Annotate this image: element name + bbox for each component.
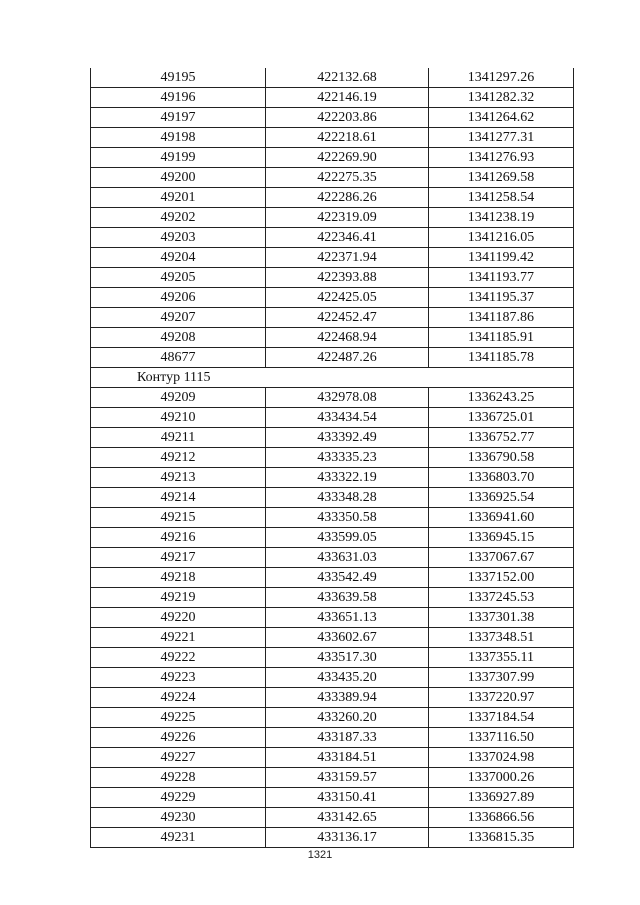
point-number-cell: 49207 bbox=[91, 308, 266, 328]
y-coordinate-cell: 1341282.32 bbox=[429, 88, 574, 108]
point-number-cell: 49200 bbox=[91, 168, 266, 188]
table-row bbox=[91, 728, 574, 748]
y-coordinate-cell: 1336945.15 bbox=[429, 528, 574, 548]
x-coordinate-cell: 433639.58 bbox=[266, 588, 429, 608]
x-coordinate-cell: 433136.17 bbox=[266, 828, 429, 848]
table-row bbox=[91, 588, 574, 608]
table-row bbox=[91, 568, 574, 588]
point-number-cell: 49219 bbox=[91, 588, 266, 608]
x-coordinate-cell: 422286.26 bbox=[266, 188, 429, 208]
table-row bbox=[91, 448, 574, 468]
x-coordinate-cell: 433631.03 bbox=[266, 548, 429, 568]
table-row bbox=[91, 68, 574, 88]
y-coordinate-cell: 1337152.00 bbox=[429, 568, 574, 588]
table-row bbox=[91, 408, 574, 428]
y-coordinate-cell: 1337220.97 bbox=[429, 688, 574, 708]
x-coordinate-cell: 433651.13 bbox=[266, 608, 429, 628]
table-row bbox=[91, 328, 574, 348]
point-number-cell: 49228 bbox=[91, 768, 266, 788]
point-number-cell: 49210 bbox=[91, 408, 266, 428]
table-row bbox=[91, 528, 574, 548]
point-number-cell: 49218 bbox=[91, 568, 266, 588]
point-number-cell: 48677 bbox=[91, 348, 266, 368]
point-number-cell: 49226 bbox=[91, 728, 266, 748]
point-number-cell: 49202 bbox=[91, 208, 266, 228]
point-number-cell: 49231 bbox=[91, 828, 266, 848]
x-coordinate-cell: 422146.19 bbox=[266, 88, 429, 108]
table-row bbox=[91, 308, 574, 328]
point-number-cell: 49208 bbox=[91, 328, 266, 348]
y-coordinate-cell: 1336927.89 bbox=[429, 788, 574, 808]
table-row bbox=[91, 428, 574, 448]
table-row bbox=[91, 208, 574, 228]
y-coordinate-cell: 1336941.60 bbox=[429, 508, 574, 528]
y-coordinate-cell: 1336866.56 bbox=[429, 808, 574, 828]
point-number-cell: 49212 bbox=[91, 448, 266, 468]
contour-label: Контур 1115 bbox=[91, 368, 266, 388]
point-number-cell: 49196 bbox=[91, 88, 266, 108]
x-coordinate-cell: 433260.20 bbox=[266, 708, 429, 728]
table-row bbox=[91, 688, 574, 708]
point-number-cell: 49195 bbox=[91, 68, 266, 88]
table-row bbox=[91, 168, 574, 188]
coordinates-table-body-after bbox=[91, 388, 574, 848]
y-coordinate-cell: 1336803.70 bbox=[429, 468, 574, 488]
y-coordinate-cell: 1337184.54 bbox=[429, 708, 574, 728]
point-number-cell: 49201 bbox=[91, 188, 266, 208]
y-coordinate-cell: 1341238.19 bbox=[429, 208, 574, 228]
contour-header-row bbox=[91, 368, 574, 388]
point-number-cell: 49206 bbox=[91, 288, 266, 308]
y-coordinate-cell: 1337067.67 bbox=[429, 548, 574, 568]
x-coordinate-cell: 433187.33 bbox=[266, 728, 429, 748]
x-coordinate-cell: 433517.30 bbox=[266, 648, 429, 668]
y-coordinate-cell: 1341277.31 bbox=[429, 128, 574, 148]
x-coordinate-cell: 433392.49 bbox=[266, 428, 429, 448]
y-coordinate-cell: 1341258.54 bbox=[429, 188, 574, 208]
point-number-cell: 49227 bbox=[91, 748, 266, 768]
x-coordinate-cell: 433150.41 bbox=[266, 788, 429, 808]
x-coordinate-cell: 422371.94 bbox=[266, 248, 429, 268]
y-coordinate-cell: 1337355.11 bbox=[429, 648, 574, 668]
y-coordinate-cell: 1341276.93 bbox=[429, 148, 574, 168]
table-row bbox=[91, 108, 574, 128]
x-coordinate-cell: 433434.54 bbox=[266, 408, 429, 428]
y-coordinate-cell: 1337024.98 bbox=[429, 748, 574, 768]
x-coordinate-cell: 432978.08 bbox=[266, 388, 429, 408]
point-number-cell: 49216 bbox=[91, 528, 266, 548]
x-coordinate-cell: 422425.05 bbox=[266, 288, 429, 308]
x-coordinate-cell: 422487.26 bbox=[266, 348, 429, 368]
x-coordinate-cell: 422319.09 bbox=[266, 208, 429, 228]
y-coordinate-cell: 1336243.25 bbox=[429, 388, 574, 408]
x-coordinate-cell: 433389.94 bbox=[266, 688, 429, 708]
x-coordinate-cell: 433142.65 bbox=[266, 808, 429, 828]
y-coordinate-cell: 1341185.91 bbox=[429, 328, 574, 348]
x-coordinate-cell: 422393.88 bbox=[266, 268, 429, 288]
table-row bbox=[91, 268, 574, 288]
y-coordinate-cell: 1336925.54 bbox=[429, 488, 574, 508]
table-row bbox=[91, 468, 574, 488]
point-number-cell: 49204 bbox=[91, 248, 266, 268]
y-coordinate-cell: 1337307.99 bbox=[429, 668, 574, 688]
point-number-cell: 49230 bbox=[91, 808, 266, 828]
x-coordinate-cell: 433159.57 bbox=[266, 768, 429, 788]
table-row bbox=[91, 148, 574, 168]
point-number-cell: 49211 bbox=[91, 428, 266, 448]
table-row bbox=[91, 768, 574, 788]
table-row bbox=[91, 508, 574, 528]
y-coordinate-cell: 1341264.62 bbox=[429, 108, 574, 128]
y-coordinate-cell: 1337245.53 bbox=[429, 588, 574, 608]
table-row bbox=[91, 288, 574, 308]
point-number-cell: 49217 bbox=[91, 548, 266, 568]
point-number-cell: 49197 bbox=[91, 108, 266, 128]
point-number-cell: 49222 bbox=[91, 648, 266, 668]
contour-empty-cell bbox=[266, 368, 574, 388]
x-coordinate-cell: 422218.61 bbox=[266, 128, 429, 148]
x-coordinate-cell: 433350.58 bbox=[266, 508, 429, 528]
table-row bbox=[91, 188, 574, 208]
x-coordinate-cell: 422203.86 bbox=[266, 108, 429, 128]
y-coordinate-cell: 1341185.78 bbox=[429, 348, 574, 368]
table-row bbox=[91, 488, 574, 508]
x-coordinate-cell: 433348.28 bbox=[266, 488, 429, 508]
point-number-cell: 49223 bbox=[91, 668, 266, 688]
table-row bbox=[91, 228, 574, 248]
y-coordinate-cell: 1336725.01 bbox=[429, 408, 574, 428]
table-row bbox=[91, 788, 574, 808]
y-coordinate-cell: 1336790.58 bbox=[429, 448, 574, 468]
point-number-cell: 49224 bbox=[91, 688, 266, 708]
x-coordinate-cell: 422346.41 bbox=[266, 228, 429, 248]
x-coordinate-cell: 433599.05 bbox=[266, 528, 429, 548]
coordinates-table bbox=[90, 68, 574, 848]
y-coordinate-cell: 1341193.77 bbox=[429, 268, 574, 288]
point-number-cell: 49209 bbox=[91, 388, 266, 408]
point-number-cell: 49229 bbox=[91, 788, 266, 808]
x-coordinate-cell: 433322.19 bbox=[266, 468, 429, 488]
y-coordinate-cell: 1341269.58 bbox=[429, 168, 574, 188]
point-number-cell: 49198 bbox=[91, 128, 266, 148]
y-coordinate-cell: 1341216.05 bbox=[429, 228, 574, 248]
point-number-cell: 49220 bbox=[91, 608, 266, 628]
table-row bbox=[91, 548, 574, 568]
x-coordinate-cell: 433435.20 bbox=[266, 668, 429, 688]
x-coordinate-cell: 422452.47 bbox=[266, 308, 429, 328]
y-coordinate-cell: 1341187.86 bbox=[429, 308, 574, 328]
table-row bbox=[91, 748, 574, 768]
y-coordinate-cell: 1341297.26 bbox=[429, 68, 574, 88]
y-coordinate-cell: 1341195.37 bbox=[429, 288, 574, 308]
point-number-cell: 49225 bbox=[91, 708, 266, 728]
table-row bbox=[91, 828, 574, 848]
table-row bbox=[91, 628, 574, 648]
x-coordinate-cell: 433602.67 bbox=[266, 628, 429, 648]
table-row bbox=[91, 248, 574, 268]
point-number-cell: 49199 bbox=[91, 148, 266, 168]
table-row bbox=[91, 88, 574, 108]
y-coordinate-cell: 1337000.26 bbox=[429, 768, 574, 788]
y-coordinate-cell: 1337348.51 bbox=[429, 628, 574, 648]
contour-header-group bbox=[91, 368, 574, 388]
x-coordinate-cell: 433542.49 bbox=[266, 568, 429, 588]
page-number: 1321 bbox=[307, 849, 333, 861]
table-row bbox=[91, 608, 574, 628]
x-coordinate-cell: 422468.94 bbox=[266, 328, 429, 348]
x-coordinate-cell: 422275.35 bbox=[266, 168, 429, 188]
coordinates-table-body-before bbox=[91, 68, 574, 368]
point-number-cell: 49214 bbox=[91, 488, 266, 508]
table-row bbox=[91, 668, 574, 688]
y-coordinate-cell: 1336815.35 bbox=[429, 828, 574, 848]
point-number-cell: 49213 bbox=[91, 468, 266, 488]
point-number-cell: 49221 bbox=[91, 628, 266, 648]
y-coordinate-cell: 1341199.42 bbox=[429, 248, 574, 268]
table-row bbox=[91, 708, 574, 728]
table-row bbox=[91, 128, 574, 148]
y-coordinate-cell: 1336752.77 bbox=[429, 428, 574, 448]
table-row bbox=[91, 388, 574, 408]
table-row bbox=[91, 648, 574, 668]
table-row bbox=[91, 348, 574, 368]
x-coordinate-cell: 422269.90 bbox=[266, 148, 429, 168]
x-coordinate-cell: 433335.23 bbox=[266, 448, 429, 468]
table-row bbox=[91, 808, 574, 828]
x-coordinate-cell: 433184.51 bbox=[266, 748, 429, 768]
point-number-cell: 49205 bbox=[91, 268, 266, 288]
point-number-cell: 49215 bbox=[91, 508, 266, 528]
point-number-cell: 49203 bbox=[91, 228, 266, 248]
y-coordinate-cell: 1337301.38 bbox=[429, 608, 574, 628]
x-coordinate-cell: 422132.68 bbox=[266, 68, 429, 88]
y-coordinate-cell: 1337116.50 bbox=[429, 728, 574, 748]
